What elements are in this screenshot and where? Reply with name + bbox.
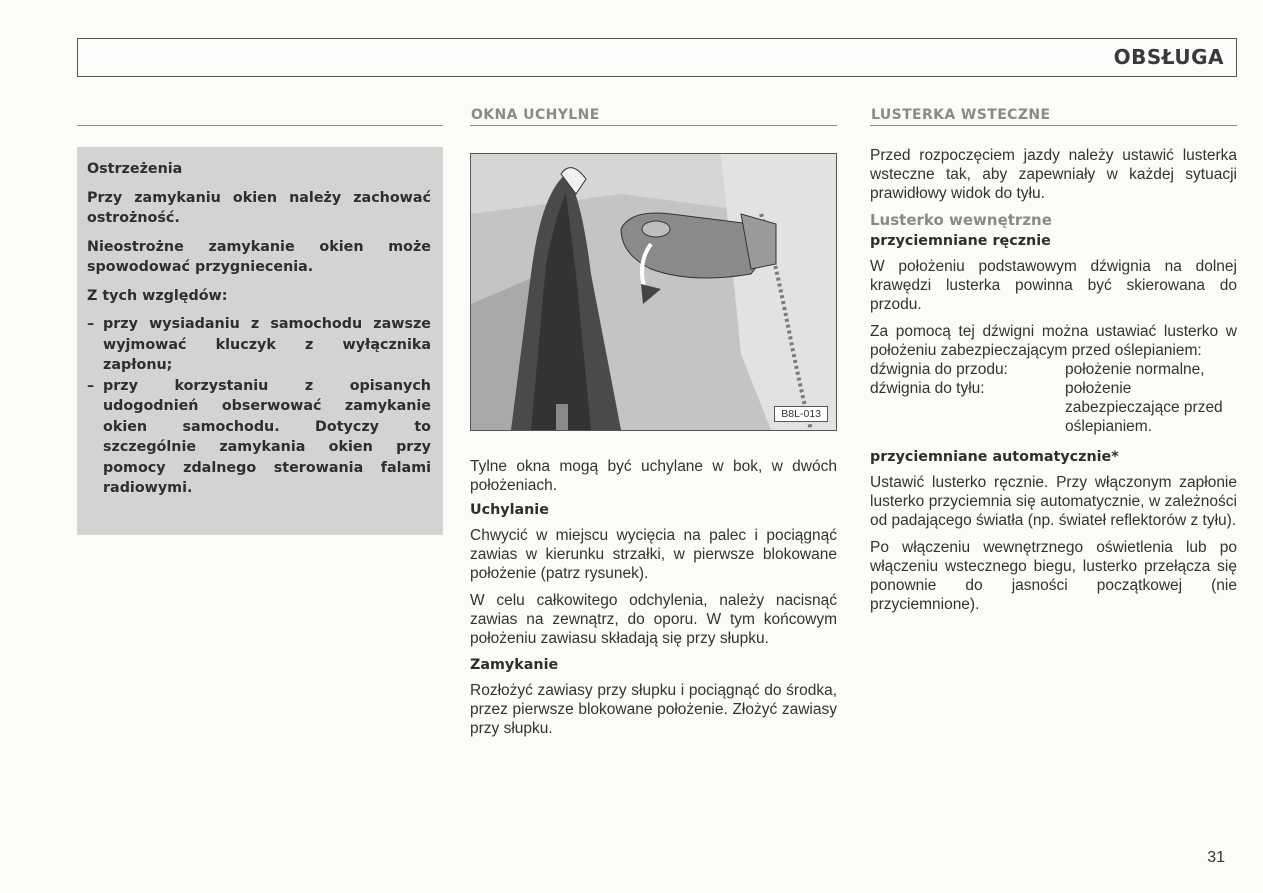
uchylanie-title: Uchylanie [470, 502, 549, 518]
manual-paragraph: W położeniu podstawowym dźwignia na dolnej krawędzi lusterka powinna być skierowana do przodu. [870, 258, 1237, 313]
zamykanie-title: Zamykanie [470, 657, 559, 673]
page-number: 31 [1207, 849, 1225, 866]
auto-paragraph: Ustawić lusterko ręcznie. Przy włączonym zapłonie lusterko przyciemnia się automatycznie, w zależności od padającego światła (np. świateł reflektorów z tyłu). [870, 474, 1237, 529]
uchylanie-paragraph: Chwycić w miejscu wycięcia na palec i pociągnąć zawias w kierunku strzałki, w pierwsze blokowane położenie (patrz rysunek). [470, 527, 837, 582]
list-item: – przy wysiadaniu z samochodu zawsze wyjmować kluczyk z wyłącznika zapłonu; [87, 316, 431, 373]
lever-label: dźwignia do tyłu: [870, 380, 985, 397]
auto-dimming-title: przyciemniane automatycznie* [870, 449, 1119, 465]
lusterka-heading: LUSTERKA WSTECZNE [871, 107, 1051, 123]
list-item: – przy korzystaniu z opisanych udogodnień obserwować zamykanie okien samochodu. Dotyczy to szczególnie zamykania okien przy pomocy zdalnego sterowania falami radiowymi. [87, 377, 431, 496]
auto-paragraph: Po włączeniu wewnętrznego oświetlenia lub po włączeniu wstecznego biegu, lusterko przełącza się ponownie do jasności początkowej (nie przyciemnione). [870, 539, 1237, 613]
right-divider [870, 125, 1237, 126]
warning-paragraph: Nieostrożne zamykanie okien może spowodować przygniecenia. [87, 238, 431, 275]
middle-divider [470, 125, 837, 126]
right-column [870, 146, 1237, 622]
hinge-illustration [471, 154, 836, 430]
uchylanie-paragraph: W celu całkowitego odchylenia, należy nacisnąć zawias na zewnątrz, do oporu. W tym końcowym położeniu zawiasu składają się przy słupku. [470, 592, 837, 647]
inner-mirror-title: Lusterko wewnętrzne [870, 211, 1052, 229]
okna-intro: Tylne okna mogą być uchylane w bok, w dwóch położeniach. [470, 458, 837, 494]
hinge-figure [470, 153, 837, 431]
warning-title: Ostrzeżenia [87, 161, 183, 177]
zamykanie-paragraph: Rozłożyć zawiasy przy słupku i pociągnąć do środka, przez pierwsze blokowane położenie. Złożyć zawiasy przy słupku. [470, 682, 837, 737]
lever-value: położenie zabezpieczające przed oślepianiem. [1065, 380, 1223, 435]
left-divider [77, 125, 443, 126]
warning-list [87, 314, 431, 499]
warning-paragraph: Z tych względów: [87, 287, 228, 304]
lusterka-intro: Przed rozpoczęciem jazdy należy ustawić lusterka wsteczne tak, aby zapewniały w każdej sytuacji prawidłowy widok do tyłu. [870, 147, 1237, 202]
manual-paragraph: Za pomocą tej dźwigni można ustawiać lusterko w położeniu zabezpieczającym przed oślepianiem: [870, 323, 1237, 359]
middle-column [470, 457, 837, 746]
lever-label: dźwignia do przodu: [870, 361, 1008, 378]
warning-box [77, 147, 443, 535]
header-bar [77, 38, 1237, 77]
lever-table [870, 360, 1237, 436]
lever-value: położenie normalne, [1065, 361, 1205, 378]
warning-paragraph: Przy zamykaniu okien należy zachować ostrożność. [87, 189, 431, 226]
figure-label: B8L-013 [774, 406, 828, 422]
page-section-title: OBSŁUGA [1113, 45, 1224, 69]
manual-dimming-title: przyciemniane ręcznie [870, 233, 1051, 249]
okna-heading: OKNA UCHYLNE [471, 107, 600, 123]
